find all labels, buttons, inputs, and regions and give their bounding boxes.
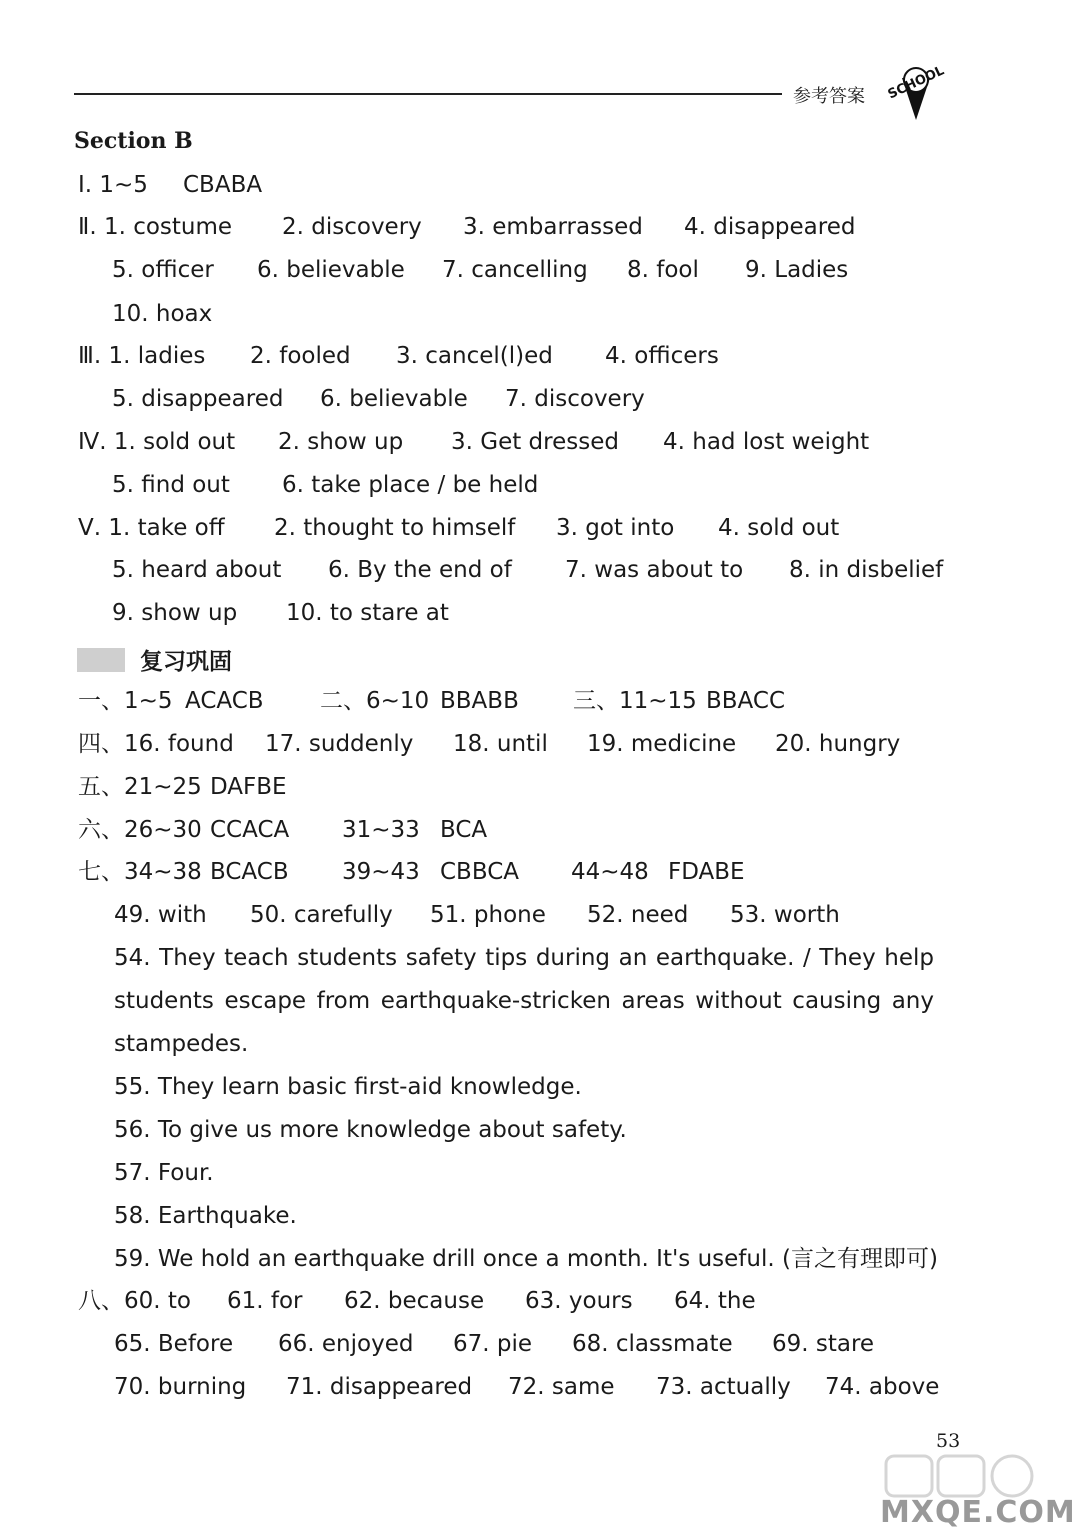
answer-cell: 二、6~10 bbox=[320, 688, 430, 714]
answer-cell: 68. classmate bbox=[572, 1331, 733, 1357]
answer-row bbox=[0, 595, 1052, 631]
answer-cell: 55. They learn basic first-aid knowledge. bbox=[114, 1074, 582, 1100]
answer-cell: 59. We hold an earthquake drill once a month. It's useful. (言之有理即可) bbox=[114, 1246, 938, 1272]
answer-cell: 66. enjoyed bbox=[278, 1331, 414, 1357]
page-number: 53 bbox=[936, 1430, 961, 1452]
answer-row bbox=[0, 1241, 1052, 1277]
answer-cell: 一、1~5 bbox=[78, 688, 173, 714]
answer-cell: 67. pie bbox=[453, 1331, 533, 1357]
answer-cell: 73. actually bbox=[656, 1374, 791, 1400]
answer-cell: 5. disappeared bbox=[112, 386, 284, 412]
answer-cell: 69. stare bbox=[772, 1331, 875, 1357]
answer-cell: 18. until bbox=[453, 731, 548, 757]
answer-row bbox=[0, 812, 1052, 848]
answer-cell: Ⅳ. 1. sold out bbox=[78, 429, 236, 455]
answer-cell: 9. Ladies bbox=[745, 257, 849, 283]
answer-cell: 56. To give us more knowledge about safety. bbox=[114, 1117, 627, 1143]
answer-cell: 2. fooled bbox=[250, 343, 351, 369]
answer-cell: Ⅱ. 1. costume bbox=[78, 214, 233, 240]
answer-row bbox=[0, 897, 1052, 933]
answer-row bbox=[0, 1326, 1052, 1362]
answer-cell: 49. with bbox=[114, 902, 207, 928]
logo-text: SCHOOL bbox=[885, 63, 947, 103]
answer-cell: 61. for bbox=[227, 1288, 303, 1314]
answer-cell: Ⅲ. 1. ladies bbox=[78, 343, 206, 369]
answer-cell: 57. Four. bbox=[114, 1160, 214, 1186]
answer-cell: 31~33 bbox=[342, 817, 420, 843]
review-marker bbox=[77, 648, 125, 672]
answer-cell: 58. Earthquake. bbox=[114, 1203, 297, 1229]
answer-cell: 四、16. found bbox=[78, 731, 234, 757]
answer-cell: 6. take place / be held bbox=[282, 472, 539, 498]
answer-row bbox=[0, 683, 1052, 719]
answer-cell: FDABE bbox=[668, 859, 745, 885]
header-label: 参考答案 bbox=[793, 86, 865, 107]
answer-cell: 10. to stare at bbox=[286, 600, 449, 626]
answer-row bbox=[0, 338, 1052, 374]
answer-cell: 2. discovery bbox=[282, 214, 422, 240]
answer-cell: 72. same bbox=[508, 1374, 615, 1400]
answer-cell: 10. hoax bbox=[112, 301, 213, 327]
answer-cell: 51. phone bbox=[430, 902, 546, 928]
answer-row bbox=[0, 1069, 1052, 1105]
answer-cell: 6. believable bbox=[257, 257, 405, 283]
answer-cell: 62. because bbox=[344, 1288, 485, 1314]
answer-cell: 三、11~15 bbox=[573, 688, 697, 714]
answer-row bbox=[0, 167, 1052, 203]
answer-cell: 5. find out bbox=[112, 472, 230, 498]
answer-cell: 八、60. to bbox=[78, 1288, 191, 1314]
watermark-text: MXQE.COM bbox=[880, 1495, 1076, 1530]
answer-cell: 74. above bbox=[825, 1374, 940, 1400]
answer-cell: DAFBE bbox=[210, 774, 287, 800]
answer-cell: 五、21~25 bbox=[78, 774, 202, 800]
answer-cell: 3. cancel(l)ed bbox=[396, 343, 553, 369]
answer-cell: 19. medicine bbox=[587, 731, 737, 757]
answer-row bbox=[0, 424, 1052, 460]
answer-row bbox=[0, 1283, 1052, 1319]
answer-row bbox=[0, 510, 1052, 546]
review-title: 复习巩固 bbox=[140, 649, 232, 675]
answer-row bbox=[0, 381, 1052, 417]
answer-cell: 64. the bbox=[674, 1288, 756, 1314]
answer-cell: 44~48 bbox=[571, 859, 649, 885]
answer-row bbox=[0, 296, 1052, 332]
answer-cell: 17. suddenly bbox=[265, 731, 414, 757]
answer-cell: BCACB bbox=[210, 859, 289, 885]
answer-cell: 50. carefully bbox=[250, 902, 393, 928]
answer-cell: 52. need bbox=[587, 902, 689, 928]
answer-cell: 4. disappeared bbox=[684, 214, 856, 240]
answer-cell: 65. Before bbox=[114, 1331, 234, 1357]
answer-row bbox=[0, 1369, 1052, 1405]
answer-cell: CBABA bbox=[183, 172, 263, 198]
answer-row bbox=[0, 209, 1052, 245]
school-logo-icon bbox=[880, 58, 954, 124]
answer-cell: 53. worth bbox=[730, 902, 840, 928]
answer-54: 54. They teach students safety tips during an earthquake. / They help students escape from earthquake-stricken areas without causing any stampedes. bbox=[114, 945, 934, 1057]
answer-cell: 9. show up bbox=[112, 600, 238, 626]
answer-cell: 71. disappeared bbox=[286, 1374, 473, 1400]
answer-cell: CBBCA bbox=[440, 859, 520, 885]
answer-cell: ACACB bbox=[185, 688, 264, 714]
answer-row bbox=[0, 1198, 1052, 1234]
answer-row bbox=[0, 252, 1052, 288]
answer-row bbox=[0, 1112, 1052, 1148]
answer-cell: 5. heard about bbox=[112, 557, 282, 583]
answer-cell: 3. got into bbox=[556, 515, 675, 541]
answer-cell: 3. embarrassed bbox=[463, 214, 643, 240]
answer-cell: 7. discovery bbox=[505, 386, 645, 412]
answer-cell: 2. thought to himself bbox=[274, 515, 516, 541]
answer-row bbox=[0, 467, 1052, 503]
answer-row bbox=[0, 854, 1052, 890]
answer-cell: BCA bbox=[440, 817, 488, 843]
answer-cell: 3. Get dressed bbox=[451, 429, 619, 455]
answer-cell: 6. believable bbox=[320, 386, 468, 412]
answer-cell: 39~43 bbox=[342, 859, 420, 885]
answer-cell: 5. officer bbox=[112, 257, 214, 283]
answer-cell: 六、26~30 bbox=[78, 817, 202, 843]
header-rule bbox=[74, 93, 782, 95]
answer-cell: 6. By the end of bbox=[328, 557, 512, 583]
answer-cell: BBACC bbox=[706, 688, 786, 714]
answer-cell: 70. burning bbox=[114, 1374, 247, 1400]
answer-row bbox=[0, 552, 1052, 588]
answer-row bbox=[0, 1155, 1052, 1191]
answer-cell: 4. sold out bbox=[718, 515, 840, 541]
answer-cell: 7. was about to bbox=[565, 557, 744, 583]
answer-cell: Ⅴ. 1. take off bbox=[78, 515, 225, 541]
answer-cell: 8. in disbelief bbox=[789, 557, 944, 583]
answer-cell: 63. yours bbox=[525, 1288, 633, 1314]
answer-cell: BBABB bbox=[440, 688, 519, 714]
answer-row bbox=[0, 769, 1052, 805]
answer-cell: 20. hungry bbox=[775, 731, 901, 757]
answer-row bbox=[0, 726, 1052, 762]
answer-cell: 4. had lost weight bbox=[663, 429, 870, 455]
answer-cell: 8. fool bbox=[627, 257, 699, 283]
section-b-title: Section B bbox=[74, 128, 193, 154]
answer-cell: 4. officers bbox=[605, 343, 719, 369]
answer-cell: 七、34~38 bbox=[78, 859, 202, 885]
answer-cell: CCACA bbox=[210, 817, 290, 843]
answer-cell: Ⅰ. 1~5 bbox=[78, 172, 148, 198]
answer-cell: 7. cancelling bbox=[442, 257, 588, 283]
answer-cell: 2. show up bbox=[278, 429, 404, 455]
